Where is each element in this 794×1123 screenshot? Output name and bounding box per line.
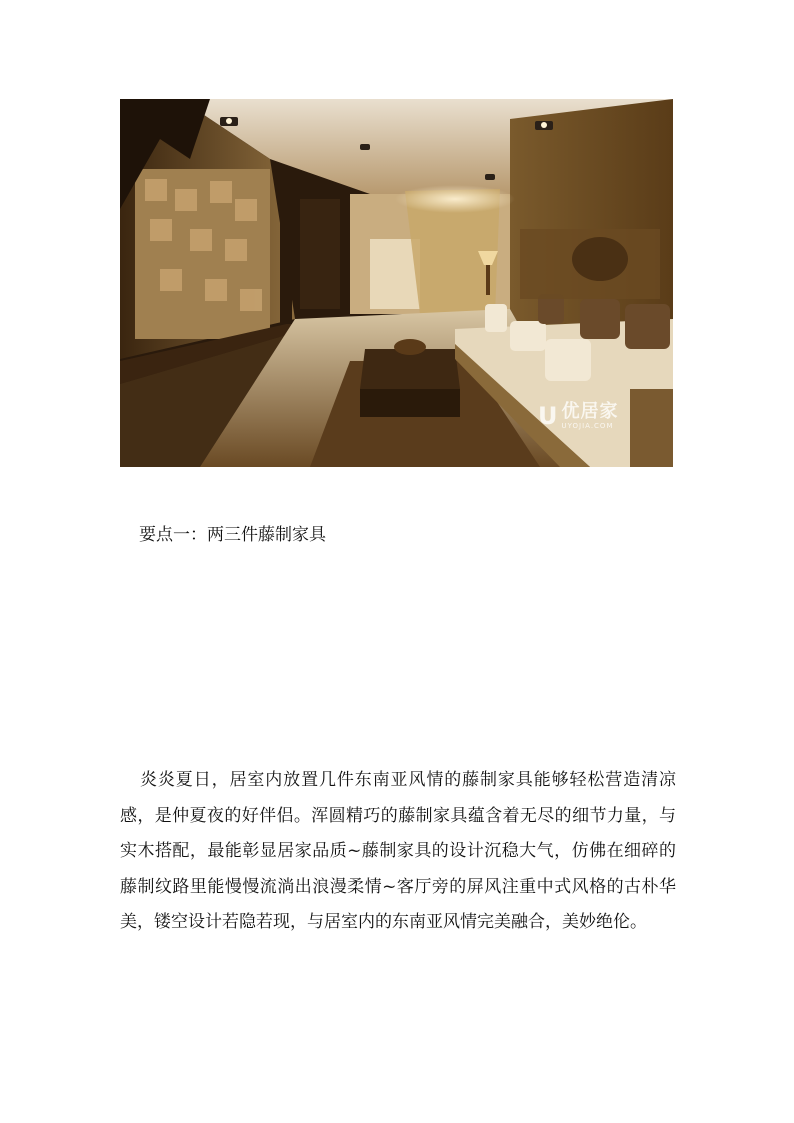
living-room-photo	[120, 99, 673, 467]
watermark-url: UYOJIA.COM	[561, 421, 614, 430]
photo-watermark	[538, 401, 619, 431]
section-heading: 要点一：两三件藤制家具	[139, 525, 326, 545]
watermark-logo: U	[538, 402, 558, 430]
body-paragraph: 炎炎夏日，居室内放置几件东南亚风情的藤制家具能够轻松营造清凉感，是仲夏夜的好伴侣。浑圆精巧的藤制家具蕴含着无尽的细节力量，与实木搭配，最能彰显居家品质~藤制家具的设计沉稳大气，仿佛在细碎的藤制纹路里能慢慢流淌出浪漫柔情~客厅旁的屏风注重中式风格的古朴华美，镂空设计若隐若现，与居室内的东南亚风情完美融合，美妙绝伦。	[120, 770, 676, 932]
watermark-brand: 优居家	[561, 400, 619, 422]
